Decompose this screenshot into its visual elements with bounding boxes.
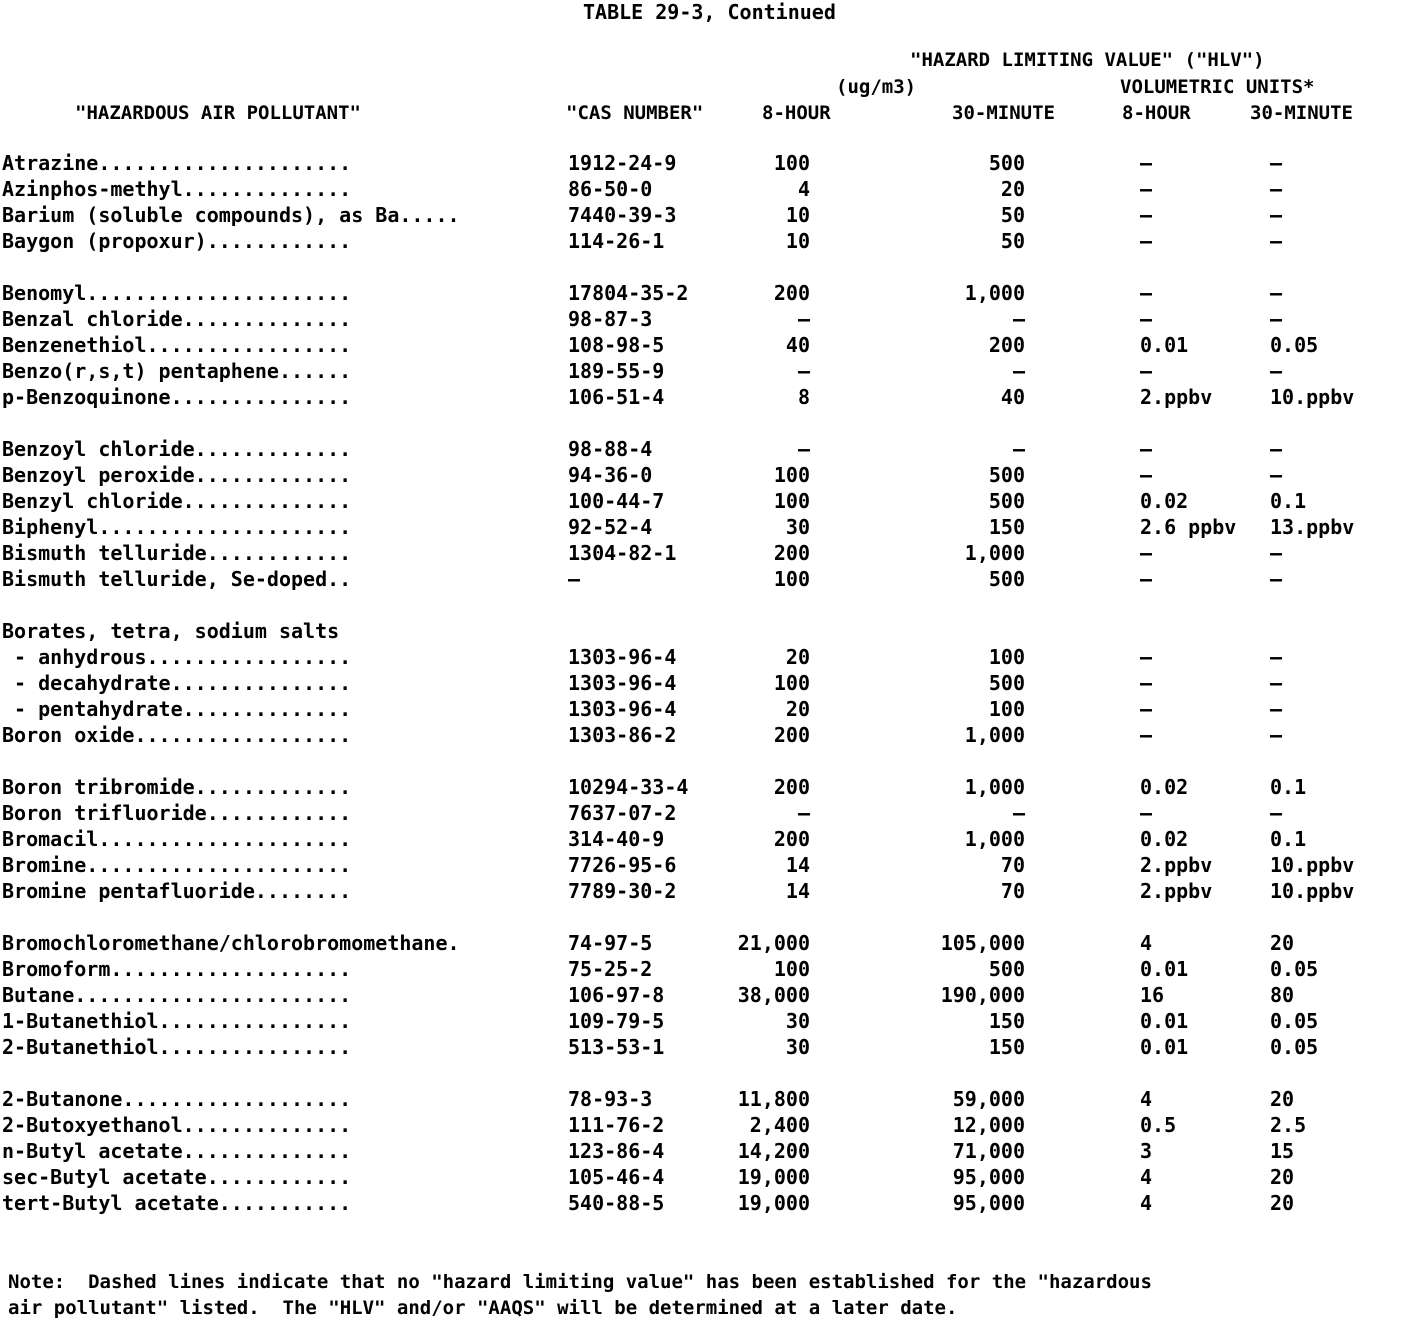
hlv-8-hour: 14: [785, 879, 810, 903]
hlv-30-minute: 12,000: [952, 1113, 1025, 1137]
hlv-8-hour: 200: [773, 541, 810, 565]
hlv-30-minute: 190,000: [940, 983, 1025, 1007]
volumetric-8-hour: —: [1140, 281, 1153, 305]
cas-number: 98-88-4: [568, 437, 653, 461]
volumetric-30-minute: 0.05: [1270, 957, 1319, 981]
volumetric-30-minute: 0.1: [1270, 489, 1307, 513]
pollutant-name: tert-Butyl acetate...........: [2, 1191, 352, 1215]
volumetric-8-hour: 2.ppbv: [1140, 853, 1213, 877]
volumetric-30-minute: —: [1270, 229, 1283, 253]
hlv-8-hour: —: [797, 801, 810, 825]
hlv-30-minute: 1,000: [964, 775, 1025, 799]
volumetric-30-minute: —: [1270, 437, 1283, 461]
cas-number: 106-97-8: [568, 983, 665, 1007]
volumetric-8-hour: —: [1140, 359, 1153, 383]
cas-number: 123-86-4: [568, 1139, 665, 1163]
volumetric-30-minute: 10.ppbv: [1270, 385, 1355, 409]
cas-number: 1912-24-9: [568, 151, 677, 175]
volumetric-8-hour: 4: [1140, 1087, 1153, 1111]
volumetric-8-hour: 0.5: [1140, 1113, 1177, 1137]
pollutant-name: Benzyl chloride..............: [2, 489, 352, 513]
hlv-30-minute: 1,000: [964, 281, 1025, 305]
hlv-8-hour: 19,000: [737, 1191, 810, 1215]
pollutant-name: Boron oxide..................: [2, 723, 352, 747]
cas-number: 105-46-4: [568, 1165, 665, 1189]
volumetric-8-hour: 0.01: [1140, 333, 1189, 357]
volumetric-8-hour: —: [1140, 229, 1153, 253]
hlv-8-hour: 21,000: [737, 931, 810, 955]
cas-number: 109-79-5: [568, 1009, 665, 1033]
volumetric-30-minute: 80: [1270, 983, 1295, 1007]
hlv-8-hour: —: [797, 307, 810, 331]
volumetric-30-minute: —: [1270, 723, 1283, 747]
hlv-header: "HAZARD LIMITING VALUE" ("HLV"): [910, 49, 1265, 71]
volumetric-30-minute: 10.ppbv: [1270, 853, 1355, 877]
cas-number: 1304-82-1: [568, 541, 677, 565]
volumetric-30-minute: 2.5: [1270, 1113, 1307, 1137]
hlv-30-minute: 20: [1000, 177, 1025, 201]
hlv-30-minute: 500: [988, 957, 1025, 981]
hlv-8-hour: 100: [773, 671, 810, 695]
cas-number: 74-97-5: [568, 931, 653, 955]
volumetric-30-minute: —: [1270, 645, 1283, 669]
hlv-8-hour: 100: [773, 489, 810, 513]
hlv-30-minute: 70: [1000, 879, 1025, 903]
ugm3-header: (ug/m3): [836, 76, 917, 98]
pollutant-name: Benzoyl peroxide.............: [2, 463, 352, 487]
cas-number: 106-51-4: [568, 385, 665, 409]
hlv-30-minute: 1,000: [964, 541, 1025, 565]
pollutant-column-header: "HAZARDOUS AIR POLLUTANT": [75, 102, 361, 124]
pollutant-name: Atrazine.....................: [2, 151, 352, 175]
volumetric-30-minute: 13.ppbv: [1270, 515, 1355, 539]
hlv-8-hour: 4: [797, 177, 810, 201]
volumetric-thirty-minute-header: 30-MINUTE: [1250, 102, 1353, 124]
hlv-8-hour: 14,200: [737, 1139, 810, 1163]
volumetric-8-hour: —: [1140, 463, 1153, 487]
pollutant-name: n-Butyl acetate..............: [2, 1139, 352, 1163]
volumetric-30-minute: —: [1270, 359, 1283, 383]
volumetric-8-hour: 0.01: [1140, 1035, 1189, 1059]
hlv-8-hour: 200: [773, 281, 810, 305]
pollutant-name: 2-Butanethiol................: [2, 1035, 352, 1059]
hlv-8-hour: 100: [773, 151, 810, 175]
hlv-30-minute: —: [1012, 359, 1025, 383]
pollutant-name: Borates, tetra, sodium salts: [2, 619, 340, 643]
hlv-30-minute: 200: [988, 333, 1025, 357]
hlv-8-hour: 200: [773, 723, 810, 747]
hlv-8-hour: —: [797, 359, 810, 383]
cas-number: 92-52-4: [568, 515, 653, 539]
pollutant-name: Bromine pentafluoride........: [2, 879, 352, 903]
hlv-30-minute: —: [1012, 437, 1025, 461]
hlv-8-hour: 30: [785, 1035, 810, 1059]
hlv-30-minute: 95,000: [952, 1191, 1025, 1215]
pollutant-name: - anhydrous.................: [2, 645, 352, 669]
volumetric-30-minute: —: [1270, 671, 1283, 695]
volumetric-8-hour: —: [1140, 151, 1153, 175]
hlv-8-hour: —: [797, 437, 810, 461]
volumetric-8-hour: —: [1140, 307, 1153, 331]
hlv-30-minute: —: [1012, 307, 1025, 331]
hlv-30-minute: 95,000: [952, 1165, 1025, 1189]
hlv-30-minute: 500: [988, 489, 1025, 513]
cas-number: 1303-86-2: [568, 723, 677, 747]
cas-number: 98-87-3: [568, 307, 653, 331]
cas-number: 111-76-2: [568, 1113, 665, 1137]
pollutant-name: sec-Butyl acetate............: [2, 1165, 352, 1189]
volumetric-8-hour: —: [1140, 541, 1153, 565]
hlv-8-hour: 200: [773, 775, 810, 799]
hlv-8-hour: 30: [785, 1009, 810, 1033]
cas-number: 86-50-0: [568, 177, 653, 201]
cas-number: 100-44-7: [568, 489, 665, 513]
volumetric-30-minute: —: [1270, 177, 1283, 201]
volumetric-8-hour: 0.01: [1140, 1009, 1189, 1033]
hlv-8-hour: 14: [785, 853, 810, 877]
hlv-30-minute: 71,000: [952, 1139, 1025, 1163]
volumetric-30-minute: 0.05: [1270, 333, 1319, 357]
volumetric-8-hour: 4: [1140, 931, 1153, 955]
hlv-30-minute: 1,000: [964, 827, 1025, 851]
hlv-30-minute: 100: [988, 697, 1025, 721]
hlv-8-hour: 10: [785, 203, 810, 227]
cas-number: 189-55-9: [568, 359, 665, 383]
pollutant-name: 2-Butanone...................: [2, 1087, 352, 1111]
pollutant-name: p-Benzoquinone...............: [2, 385, 352, 409]
pollutant-name: Azinphos-methyl..............: [2, 177, 352, 201]
volumetric-8-hour: —: [1140, 203, 1153, 227]
volumetric-30-minute: 20: [1270, 1165, 1295, 1189]
table-title: TABLE 29-3, Continued: [583, 0, 836, 24]
thirty-minute-column-header: 30-MINUTE: [952, 102, 1055, 124]
cas-number: 7440-39-3: [568, 203, 677, 227]
pollutant-name: Bromine......................: [2, 853, 352, 877]
note-line-1: Note: Dashed lines indicate that no "hazard limiting value" has been established for the "hazardous: [8, 1271, 1152, 1293]
hlv-8-hour: 10: [785, 229, 810, 253]
volumetric-30-minute: 15: [1270, 1139, 1295, 1163]
pollutant-name: Butane.......................: [2, 983, 352, 1007]
volumetric-30-minute: 20: [1270, 1087, 1295, 1111]
cas-number: 10294-33-4: [568, 775, 689, 799]
volumetric-30-minute: —: [1270, 541, 1283, 565]
hlv-30-minute: 40: [1000, 385, 1025, 409]
volumetric-30-minute: 20: [1270, 1191, 1295, 1215]
cas-number: 540-88-5: [568, 1191, 665, 1215]
pollutant-name: Bismuth telluride............: [2, 541, 352, 565]
note-line-2: air pollutant" listed. The "HLV" and/or "AAQS" will be determined at a later date.: [8, 1297, 958, 1319]
pollutant-name: Benzo(r,s,t) pentaphene......: [2, 359, 352, 383]
volumetric-8-hour: 4: [1140, 1191, 1153, 1215]
pollutant-name: Benzal chloride..............: [2, 307, 352, 331]
cas-number: 314-40-9: [568, 827, 665, 851]
hlv-8-hour: 38,000: [737, 983, 810, 1007]
pollutant-name: Biphenyl.....................: [2, 515, 352, 539]
volumetric-30-minute: 10.ppbv: [1270, 879, 1355, 903]
cas-number: 1303-96-4: [568, 671, 677, 695]
hlv-8-hour: 100: [773, 463, 810, 487]
cas-number: 7789-30-2: [568, 879, 677, 903]
hlv-30-minute: 100: [988, 645, 1025, 669]
volumetric-8-hour: 0.02: [1140, 775, 1189, 799]
volumetric-8-hour: 3: [1140, 1139, 1153, 1163]
pollutant-name: Bismuth telluride, Se-doped..: [2, 567, 352, 591]
pollutant-name: Boron trifluoride............: [2, 801, 352, 825]
hlv-8-hour: 19,000: [737, 1165, 810, 1189]
hlv-8-hour: 20: [785, 645, 810, 669]
cas-column-header: "CAS NUMBER": [566, 102, 704, 124]
cas-number: —: [568, 567, 581, 591]
hlv-8-hour: 100: [773, 567, 810, 591]
cas-number: 114-26-1: [568, 229, 665, 253]
hlv-30-minute: 500: [988, 151, 1025, 175]
hlv-8-hour: 30: [785, 515, 810, 539]
volumetric-30-minute: 0.05: [1270, 1009, 1319, 1033]
volumetric-8-hour: 4: [1140, 1165, 1153, 1189]
volumetric-30-minute: —: [1270, 801, 1283, 825]
hlv-30-minute: 59,000: [952, 1087, 1025, 1111]
pollutant-name: Benzoyl chloride.............: [2, 437, 352, 461]
volumetric-units-header: VOLUMETRIC UNITS*: [1120, 76, 1315, 98]
cas-number: 513-53-1: [568, 1035, 665, 1059]
volumetric-8-hour: —: [1140, 177, 1153, 201]
volumetric-8-hour: 0.02: [1140, 827, 1189, 851]
hlv-30-minute: 500: [988, 463, 1025, 487]
volumetric-8-hour: —: [1140, 697, 1153, 721]
volumetric-30-minute: —: [1270, 203, 1283, 227]
pollutant-name: - decahydrate...............: [2, 671, 352, 695]
hlv-8-hour: 2,400: [749, 1113, 810, 1137]
volumetric-8-hour: —: [1140, 671, 1153, 695]
volumetric-8-hour: —: [1140, 801, 1153, 825]
volumetric-30-minute: —: [1270, 697, 1283, 721]
cas-number: 75-25-2: [568, 957, 653, 981]
hlv-30-minute: 70: [1000, 853, 1025, 877]
cas-number: 7637-07-2: [568, 801, 677, 825]
volumetric-30-minute: 0.1: [1270, 827, 1307, 851]
hlv-8-hour: 100: [773, 957, 810, 981]
hlv-30-minute: 105,000: [940, 931, 1025, 955]
hlv-30-minute: 500: [988, 671, 1025, 695]
cas-number: 17804-35-2: [568, 281, 689, 305]
hlv-30-minute: 50: [1000, 229, 1025, 253]
hlv-30-minute: 150: [988, 1009, 1025, 1033]
volumetric-eight-hour-header: 8-HOUR: [1122, 102, 1191, 124]
pollutant-name: Bromochloromethane/chlorobromomethane.: [2, 931, 460, 955]
volumetric-8-hour: —: [1140, 567, 1153, 591]
volumetric-8-hour: 2.ppbv: [1140, 385, 1213, 409]
pollutant-name: Barium (soluble compounds), as Ba.....: [2, 203, 460, 227]
volumetric-30-minute: —: [1270, 281, 1283, 305]
hlv-8-hour: 8: [797, 385, 810, 409]
pollutant-name: Benzenethiol.................: [2, 333, 352, 357]
volumetric-8-hour: —: [1140, 645, 1153, 669]
pollutant-name: - pentahydrate..............: [2, 697, 352, 721]
volumetric-30-minute: —: [1270, 567, 1283, 591]
volumetric-30-minute: 20: [1270, 931, 1295, 955]
cas-number: 7726-95-6: [568, 853, 677, 877]
hlv-8-hour: 11,800: [737, 1087, 810, 1111]
volumetric-30-minute: —: [1270, 463, 1283, 487]
hlv-30-minute: 500: [988, 567, 1025, 591]
hlv-30-minute: 150: [988, 515, 1025, 539]
cas-number: 78-93-3: [568, 1087, 653, 1111]
pollutant-name: Bromacil.....................: [2, 827, 352, 851]
hlv-30-minute: 50: [1000, 203, 1025, 227]
volumetric-8-hour: 0.01: [1140, 957, 1189, 981]
volumetric-30-minute: 0.05: [1270, 1035, 1319, 1059]
hlv-30-minute: 150: [988, 1035, 1025, 1059]
hlv-8-hour: 20: [785, 697, 810, 721]
volumetric-30-minute: —: [1270, 307, 1283, 331]
pollutant-name: Bromoform....................: [2, 957, 352, 981]
hlv-8-hour: 40: [785, 333, 810, 357]
pollutant-name: Boron tribromide.............: [2, 775, 352, 799]
volumetric-30-minute: —: [1270, 151, 1283, 175]
cas-number: 108-98-5: [568, 333, 665, 357]
cas-number: 1303-96-4: [568, 645, 677, 669]
eight-hour-column-header: 8-HOUR: [762, 102, 831, 124]
pollutant-name: Baygon (propoxur)............: [2, 229, 352, 253]
cas-number: 94-36-0: [568, 463, 653, 487]
pollutant-name: Benomyl......................: [2, 281, 352, 305]
hlv-30-minute: —: [1012, 801, 1025, 825]
volumetric-8-hour: —: [1140, 723, 1153, 747]
volumetric-8-hour: 16: [1140, 983, 1165, 1007]
hlv-8-hour: 200: [773, 827, 810, 851]
pollutant-name: 2-Butoxyethanol..............: [2, 1113, 352, 1137]
volumetric-30-minute: 0.1: [1270, 775, 1307, 799]
volumetric-8-hour: 2.ppbv: [1140, 879, 1213, 903]
hlv-30-minute: 1,000: [964, 723, 1025, 747]
volumetric-8-hour: —: [1140, 437, 1153, 461]
volumetric-8-hour: 2.6 ppbv: [1140, 515, 1237, 539]
cas-number: 1303-96-4: [568, 697, 677, 721]
pollutant-name: 1-Butanethiol................: [2, 1009, 352, 1033]
volumetric-8-hour: 0.02: [1140, 489, 1189, 513]
